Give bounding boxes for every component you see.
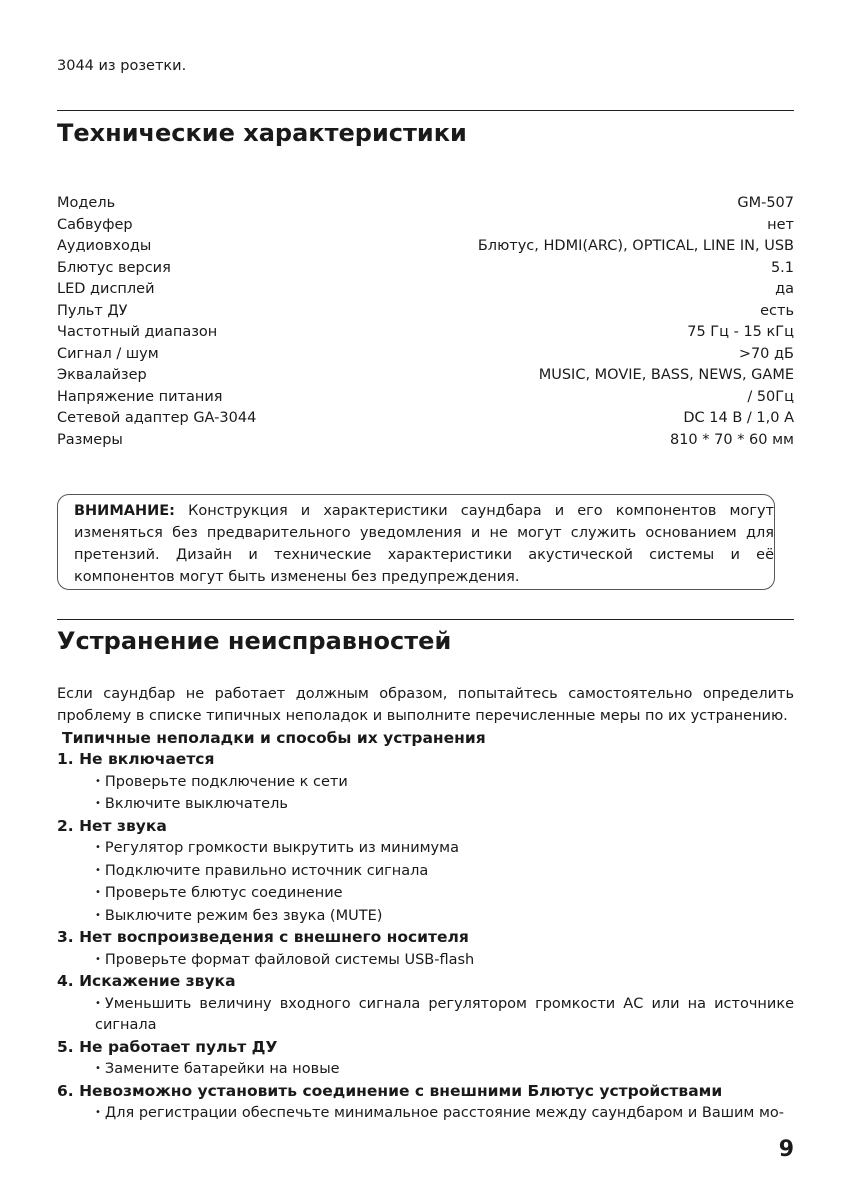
bullet-dot-icon: • — [95, 909, 101, 921]
spec-label: Размеры — [57, 431, 123, 448]
notice-text: Конструкция и характеристики саундбара и его компонентов могут изменяться без предварительного уведомления и не могут служить основанием для претензий. Дизайн и технические характеристики акустической системы и её компонентов могут быть изменены без предупреждения. — [74, 503, 774, 585]
problem-item — [57, 927, 794, 971]
spec-row — [57, 258, 794, 280]
spec-value: DC 14 В / 1,0 А — [683, 410, 794, 426]
spec-value: MUSIC, MOVIE, BASS, NEWS, GAME — [538, 367, 794, 383]
spec-value: / 50Гц — [747, 388, 794, 405]
problem-item — [57, 1037, 794, 1081]
notice-label: ВНИМАНИЕ: — [74, 503, 175, 519]
solution-bullet — [57, 793, 794, 816]
spec-row — [57, 365, 794, 387]
solution-text: Регулятор громкости выкрутить из минимума — [104, 840, 459, 856]
bullet-dot-icon: • — [95, 997, 101, 1009]
problem-title: 2. Нет звука — [57, 816, 167, 835]
troubleshooting-subheading: Типичные неполадки и способы их устранения — [62, 729, 486, 747]
problem-item — [57, 1081, 794, 1125]
spec-row — [57, 236, 794, 258]
spec-label: Сабвуфер — [57, 216, 133, 233]
bullet-dot-icon: • — [95, 775, 101, 787]
section-divider — [57, 110, 794, 111]
solution-text: Замените батарейки на новые — [104, 1061, 340, 1077]
spec-label: Напряжение питания — [57, 388, 223, 405]
spec-value: да — [775, 281, 794, 297]
problem-title: 3. Нет воспроизведения с внешнего носителя — [57, 928, 469, 946]
spec-row — [57, 430, 794, 452]
bullet-dot-icon: • — [95, 798, 101, 809]
spec-label: Сетевой адаптер GA-3044 — [57, 410, 257, 426]
spec-row — [57, 279, 794, 301]
spec-row — [57, 322, 794, 344]
spec-label: Эквалайзер — [57, 367, 147, 383]
spec-row — [57, 301, 794, 323]
solution-text: Для регистрации обеспечьте минимальное расстояние между саундбаром и Вашим мо- — [104, 1105, 785, 1121]
solution-bullet — [57, 837, 794, 860]
spec-row — [57, 408, 794, 430]
spec-row — [57, 344, 794, 366]
solution-bullet — [57, 993, 794, 1037]
spec-row — [57, 387, 794, 409]
bullet-dot-icon: • — [95, 864, 101, 876]
solution-text: Уменьшить величину входного сигнала регулятором громкости АС или на источнике сигнала — [95, 995, 794, 1033]
solution-text: Подключите правильно источник сигнала — [104, 862, 429, 879]
solution-text: Проверьте блютус соединение — [104, 885, 343, 901]
solution-text: Проверьте формат файловой системы USB-flash — [104, 951, 475, 968]
spec-value: 5.1 — [770, 259, 794, 276]
specs-table — [57, 193, 794, 451]
solution-bullet — [57, 771, 794, 794]
spec-value: 810 * 70 * 60 мм — [669, 431, 794, 448]
problem-title: 1. Не включается — [57, 750, 215, 768]
solution-text: Выключите режим без звука (MUTE) — [104, 907, 383, 924]
spec-label: LED дисплей — [57, 281, 155, 297]
problem-item — [57, 971, 794, 1037]
spec-row — [57, 193, 794, 215]
spec-label: Блютус версия — [57, 259, 171, 276]
bullet-dot-icon: • — [95, 1063, 101, 1074]
spec-value: GM-507 — [737, 195, 794, 211]
spec-value: >70 дБ — [738, 345, 794, 362]
solution-bullet — [57, 949, 794, 972]
bullet-dot-icon: • — [95, 842, 101, 853]
spec-label: Сигнал / шум — [57, 345, 159, 362]
spec-value: есть — [760, 302, 794, 319]
solution-bullet — [57, 1058, 794, 1081]
spec-value: нет — [767, 216, 794, 233]
problem-title: 6. Невозможно установить соединение с внешними Блютус устройствами — [57, 1081, 723, 1100]
solution-text: Проверьте подключение к сети — [104, 773, 348, 790]
solution-text: Включите выключатель — [104, 796, 288, 812]
spec-value: 75 Гц - 15 кГц — [687, 324, 794, 340]
spec-label: Модель — [57, 195, 116, 211]
troubleshooting-heading: Устранение неисправностей — [57, 627, 452, 655]
spec-label: Частотный диапазон — [57, 324, 218, 340]
problem-title: 5. Не работает пульт ДУ — [57, 1037, 278, 1056]
problem-item — [57, 816, 794, 928]
section-divider — [57, 619, 794, 620]
bullet-dot-icon: • — [95, 1107, 101, 1118]
problem-title: 4. Искажение звука — [57, 972, 236, 990]
solution-bullet — [57, 882, 794, 905]
troubleshooting-intro: Если саундбар не работает должным образом, попытайтесь самостоятельно определить проблему в списке типичных неполадок и выполните перечисленные меры по их устранению. — [57, 686, 794, 724]
page-number: 9 — [778, 1137, 794, 1162]
notice-text-block — [74, 500, 774, 588]
spec-value: Блютус, HDMI(ARC), OPTICAL, LINE IN, USB — [477, 238, 794, 254]
specs-heading: Технические характеристики — [57, 119, 467, 147]
bullet-dot-icon: • — [95, 887, 101, 898]
spec-label: Аудиовходы — [57, 238, 152, 254]
bullet-dot-icon: • — [95, 953, 101, 965]
spec-row — [57, 215, 794, 237]
spec-label: Пульт ДУ — [57, 302, 128, 319]
troubleshooting-section — [57, 683, 794, 1125]
solution-bullet — [57, 1102, 794, 1125]
solution-bullet — [57, 905, 794, 928]
problem-item — [57, 749, 794, 816]
continuation-text: 3044 из розетки. — [57, 58, 187, 74]
notice-box — [57, 494, 775, 590]
solution-bullet — [57, 860, 794, 883]
